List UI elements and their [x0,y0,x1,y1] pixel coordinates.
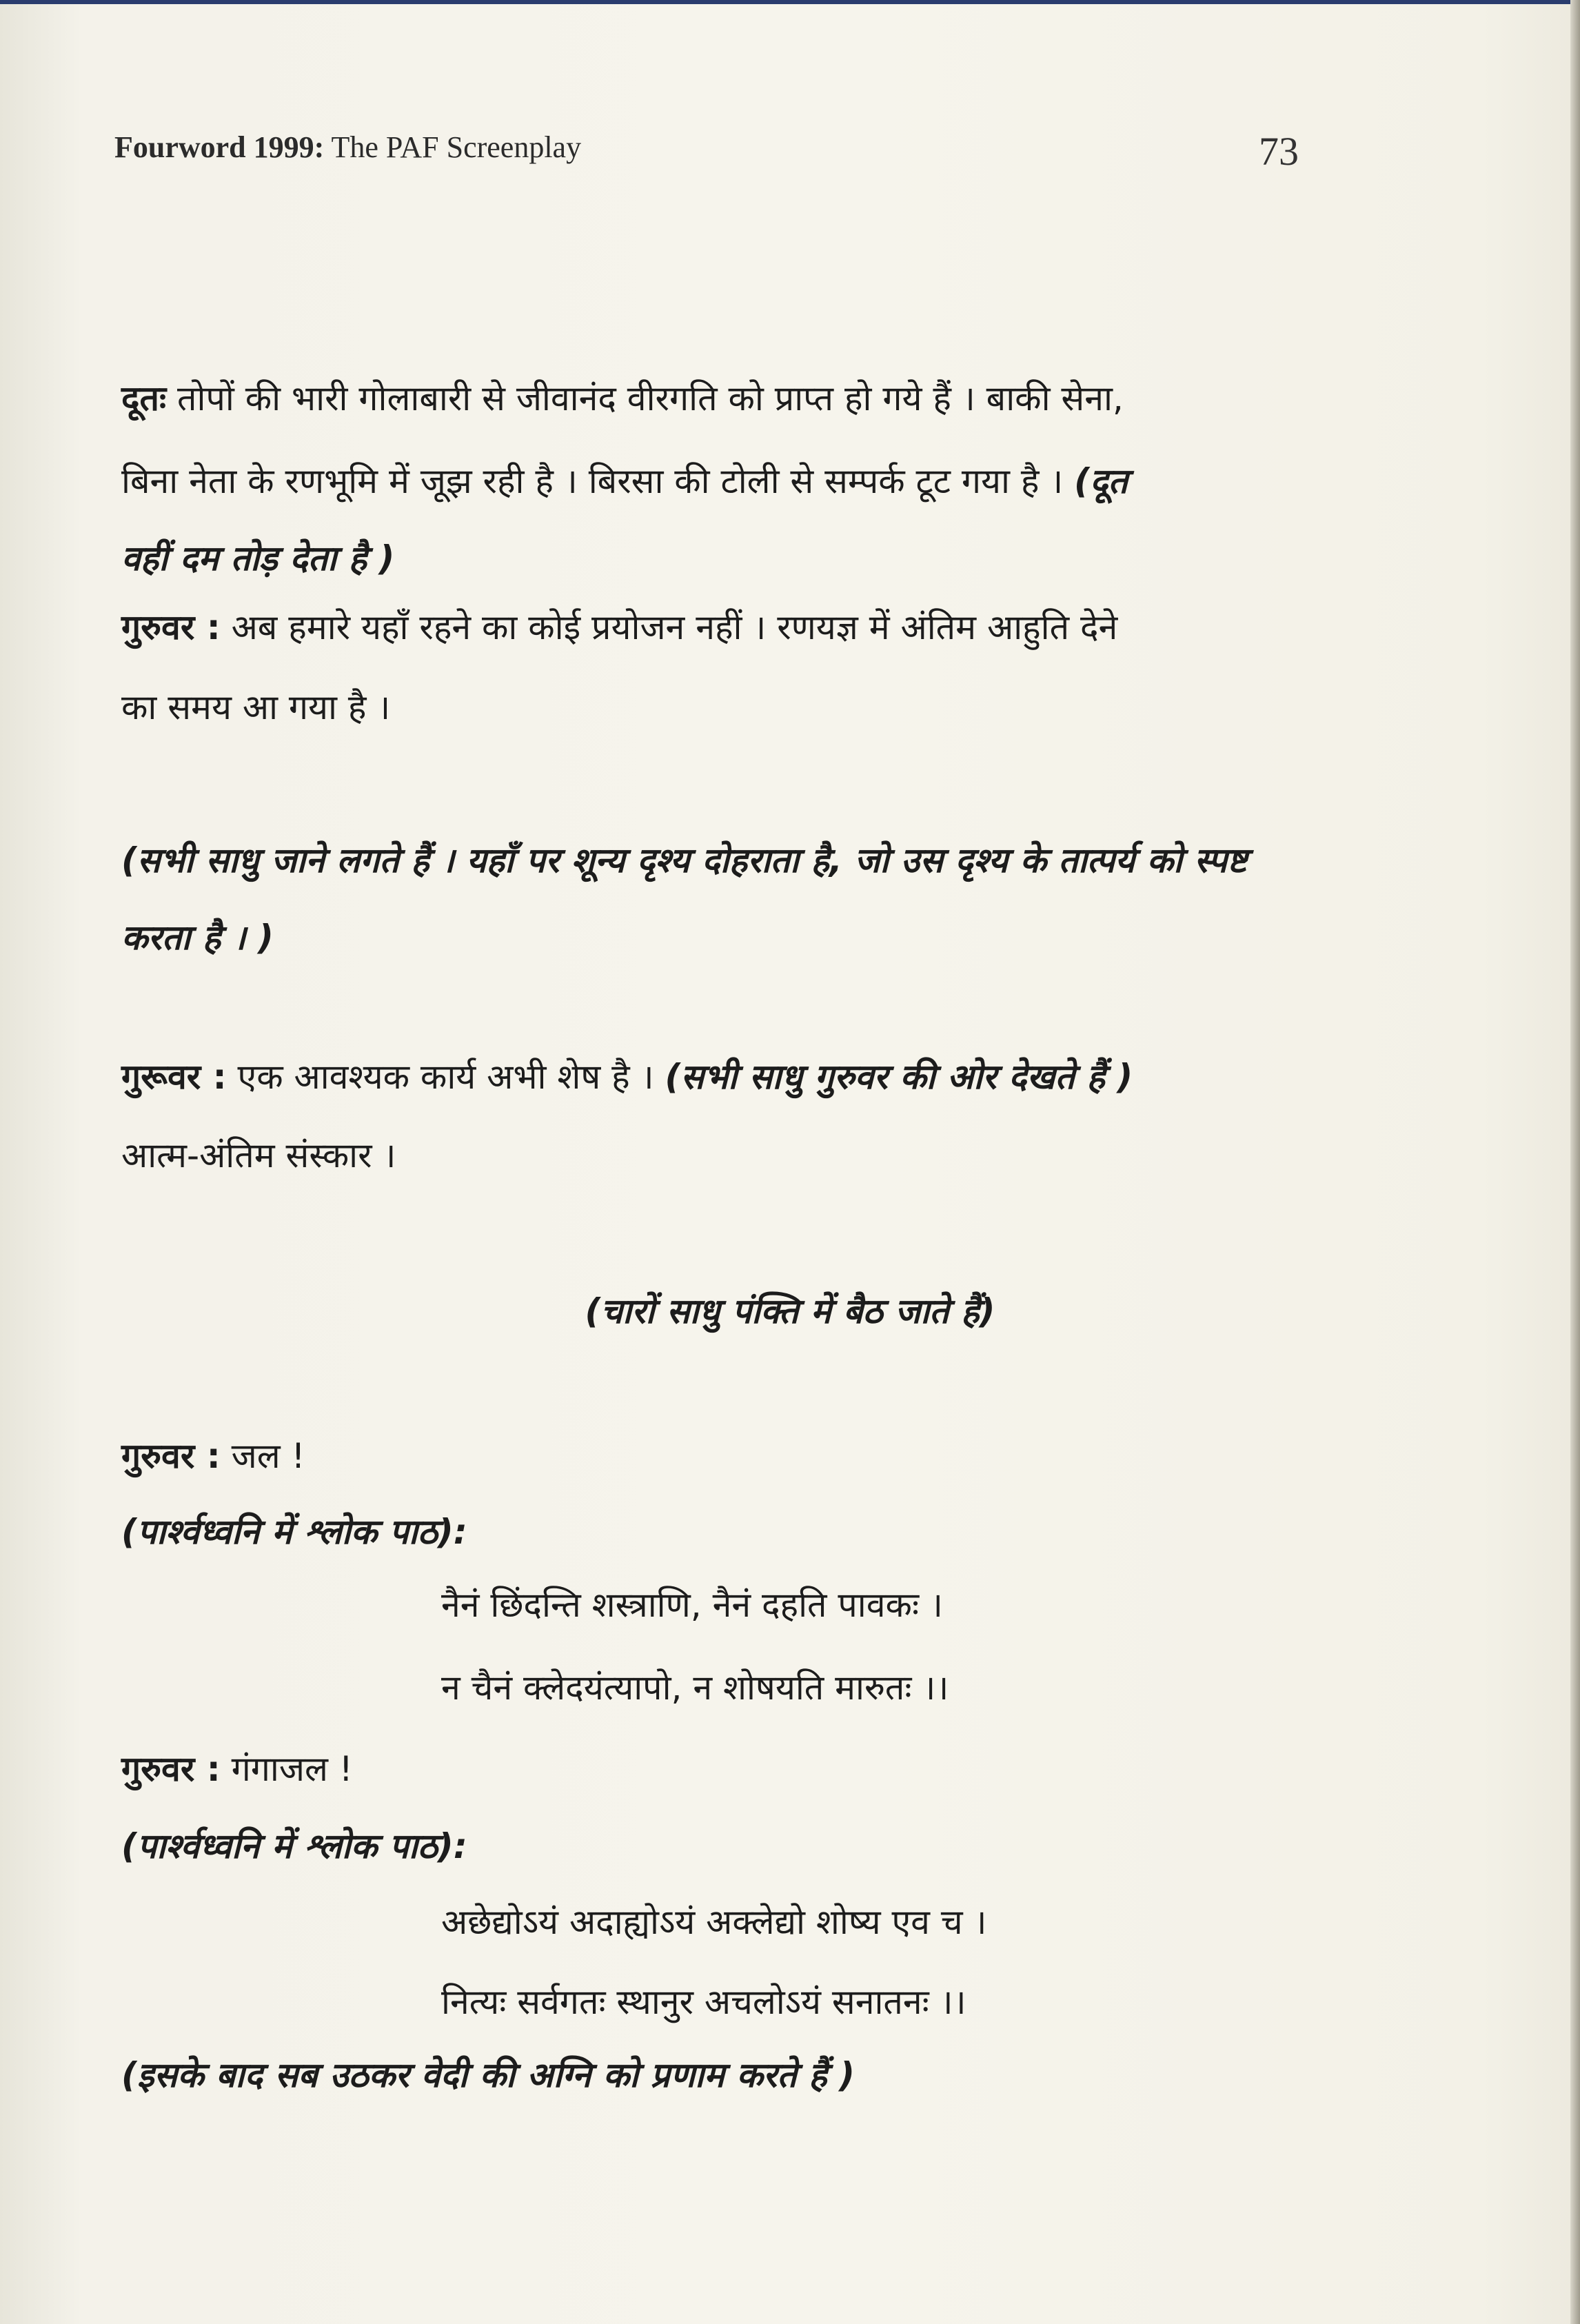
speaker-duta: दूतः [121,378,167,418]
stage-direction: (सभी साधु गुरुवर की ओर देखते हैं ) [665,1057,1133,1097]
stage-direction: (पार्श्वध्वनि में श्लोक पाठ): [121,1512,467,1552]
running-header [114,130,581,165]
dialogue-line-1 [121,378,1124,419]
dialogue-text: एक आवश्यक कार्य अभी शेष है । [226,1057,665,1097]
dialogue-line-2 [121,461,1128,502]
scan-top-edge [0,0,1580,4]
dialogue-line-9 [121,1135,396,1176]
stage-direction-line-10 [0,1291,1580,1332]
speaker-guruvar: गुरुवर : [121,607,221,647]
page-number: 73 [1259,129,1299,174]
dialogue-text: बिना नेता के रणभूमि में जूझ रही है । बिरसा की टोली से सम्पर्क टूट गया है । [121,461,1075,501]
stage-direction: करता है । ) [121,918,274,958]
dialogue-line-11 [121,1435,305,1477]
running-header-rest: The PAF Screenplay [324,130,582,164]
stage-direction: (पार्श्वध्वनि में श्लोक पाठ): [121,1826,467,1866]
dialogue-line-4 [121,607,1117,648]
stage-direction: (सभी साधु जाने लगते हैं । यहाँ पर शून्य दृश्य दोहराता है, जो उस दृश्य के तात्पर्य को स्पष्ट [121,840,1248,880]
dialogue-text: तोपों की भारी गोलाबारी से जीवानंद वीरगति को प्राप्त हो गये हैं । बाकी सेना, [166,378,1124,418]
dialogue-text: अब हमारे यहाँ रहने का कोई प्रयोजन नहीं । रणयज्ञ में अंतिम आहुति देने [220,607,1118,647]
stage-direction-line-6 [121,840,1247,881]
stage-direction: वहीं दम तोड़ देता है ) [121,538,395,578]
stage-direction: (दूत [1074,461,1128,501]
speaker-guruvar: गुरुवर : [121,1436,221,1476]
stage-direction-line-12 [121,1511,467,1553]
running-header-bold: Fourword 1999: [114,130,325,164]
shloka-line-17: अछेद्योऽयं अदाह्योऽयं अक्लेद्यो शोष्य एव च । [441,1902,987,1942]
stage-direction-line-3 [121,538,394,579]
stage-direction-line-16 [121,1826,467,1867]
shloka-line-14: न चैनं क्लेदयंत्यापो, न शोषयति मारुतः ।। [441,1668,949,1708]
dialogue-line-15 [121,1748,353,1790]
dialogue-text: गंगाजल ! [220,1749,353,1789]
stage-direction-line-19 [121,2054,855,2096]
stage-direction: (इसके बाद सब उठकर वेदी की अग्नि को प्रणाम करते हैं ) [121,2055,855,2095]
stage-direction: (चारों साधु पंक्ति में बैठ जाते हैं) [585,1291,995,1331]
shloka-line-13: नैनं छिंदन्ति शस्त्राणि, नैनं दहति पावकः । [441,1585,943,1625]
dialogue-line-8 [121,1056,1133,1098]
speaker-guruvar: गुरूवर : [121,1057,227,1097]
book-spine-shadow [1570,0,1580,2324]
dialogue-text: का समय आ गया है । [121,687,391,727]
dialogue-text: आत्म-अंतिम संस्कार । [121,1135,396,1175]
speaker-guruvar: गुरुवर : [121,1749,221,1789]
dialogue-text: जल ! [220,1436,305,1476]
dialogue-line-5 [121,687,390,728]
stage-direction-line-7 [121,917,274,958]
shloka-line-18: नित्यः सर्वगतः स्थानुर अचलोऽयं सनातनः ।। [441,1982,966,2022]
